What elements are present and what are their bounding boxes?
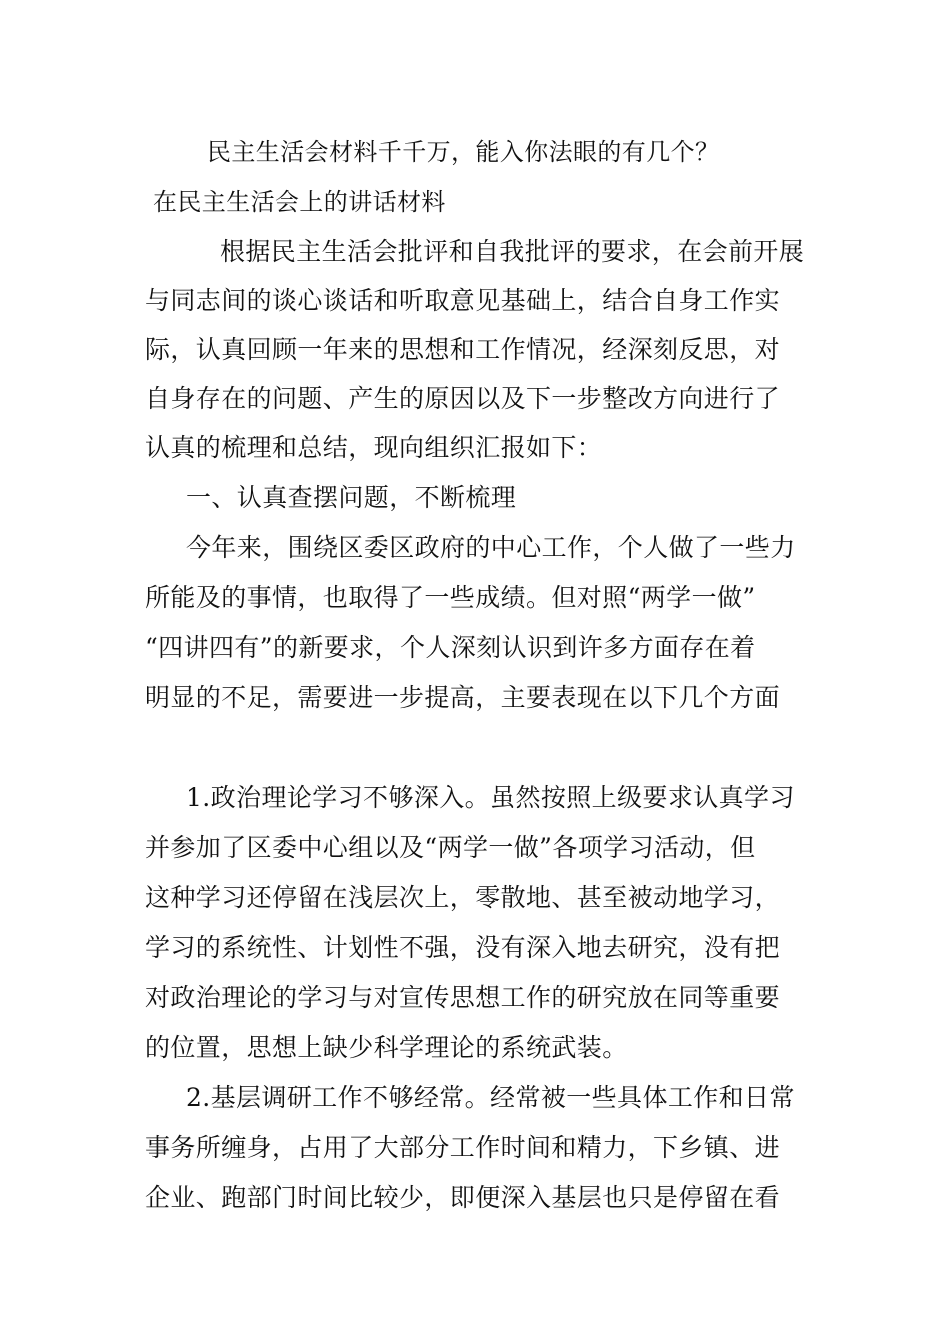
list-item-line: 事务所缠身，占用了大部分工作时间和精力，下乡镇、进 bbox=[145, 1133, 781, 1162]
paragraph-line: 际，认真回顾一年来的思想和工作情况，经深刻反思，对 bbox=[145, 335, 781, 364]
list-item-line: 这种学习还停留在浅层次上，零散地、甚至被动地学习， bbox=[145, 883, 781, 912]
list-item-line: 学习的系统性、计划性不强，没有深入地去研究，没有把 bbox=[145, 933, 781, 962]
paragraph-line: 认真的梳理和总结，现向组织汇报如下： bbox=[145, 433, 603, 462]
list-item-line: 2.基层调研工作不够经常。经常被一些具体工作和日常 bbox=[186, 1083, 795, 1112]
list-item-line: 对政治理论的学习与对宣传思想工作的研究放在同等重要 bbox=[145, 983, 781, 1012]
document-title: 民主生活会材料千千万，能入你法眼的有几个？ bbox=[207, 138, 720, 166]
list-item-line: 的位置，思想上缺少科学理论的系统武装。 bbox=[145, 1033, 628, 1062]
paragraph-line: “四讲四有”的新要求，个人深刻认识到许多方面存在着 bbox=[145, 633, 756, 662]
paragraph-line: 明显的不足，需要进一步提高，主要表现在以下几个方面 bbox=[145, 683, 781, 712]
paragraph-line: 与同志间的谈心谈话和听取意见基础上，结合自身工作实 bbox=[145, 286, 781, 315]
paragraph-line: 所能及的事情，也取得了一些成绩。但对照“两学一做” bbox=[145, 583, 756, 612]
document-subtitle: 在民主生活会上的讲话材料 bbox=[153, 188, 446, 216]
section-heading: 一、认真查摆问题，不断梳理 bbox=[186, 483, 517, 512]
list-item-line: 企业、跑部门时间比较少，即便深入基层也只是停留在看 bbox=[145, 1183, 781, 1212]
list-item-line: 1.政治理论学习不够深入。虽然按照上级要求认真学习 bbox=[186, 783, 795, 812]
list-item-line: 并参加了区委中心组以及“两学一做”各项学习活动，但 bbox=[145, 833, 756, 862]
paragraph-line: 今年来，围绕区委区政府的中心工作，个人做了一些力 bbox=[186, 533, 796, 562]
paragraph-line: 自身存在的问题、产生的原因以及下一步整改方向进行了 bbox=[145, 384, 781, 413]
paragraph-line: 根据民主生活会批评和自我批评的要求，在会前开展 bbox=[220, 237, 805, 266]
